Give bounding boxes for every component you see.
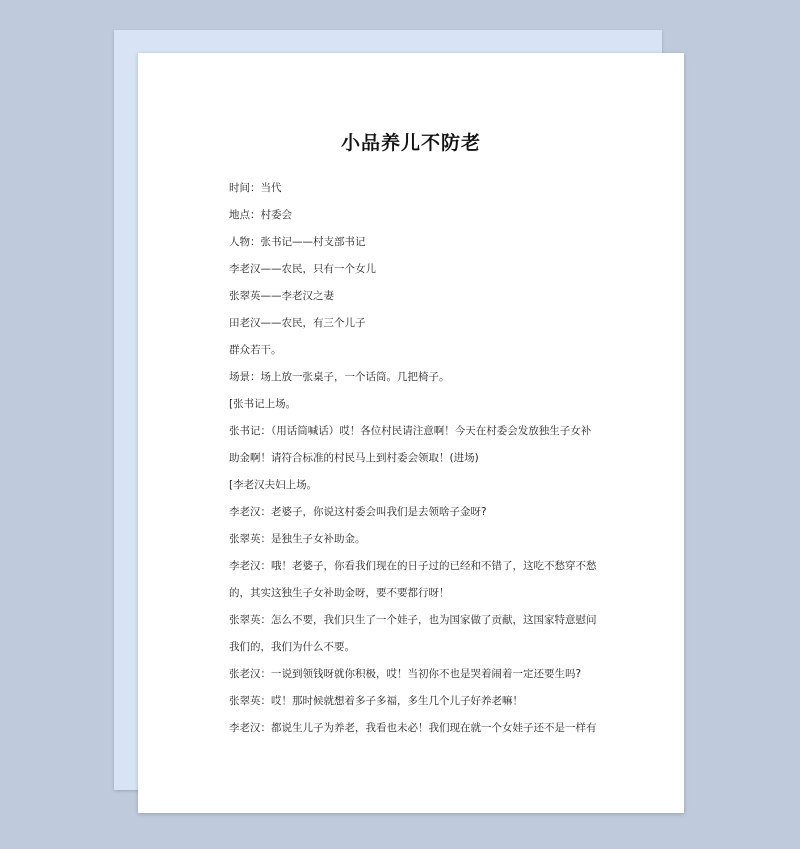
text-line: 张翠英——李老汉之妻 — [229, 290, 334, 302]
text-line: 人物：张书记——村支部书记 — [229, 236, 366, 248]
text-line: 张翠英：哎！那时候就想着多子多福，多生几个儿子好养老嘛！ — [229, 695, 523, 707]
text-line: 张老汉：一说到领钱呀就你积极，哎！当初你不也是哭着闹着一定还要生吗? — [229, 668, 582, 680]
document-title: 小品养儿不防老 — [340, 132, 481, 154]
text-line: 李老汉：都说生儿子为养老，我看也未必！我们现在就一个女娃子还不是一样有 — [229, 722, 597, 734]
text-line: 场景：场上放一张桌子，一个话筒。几把椅子。 — [229, 371, 450, 383]
document-body — [229, 175, 609, 742]
text-line: 我们的，我们为什么不要。 — [229, 641, 355, 653]
text-line: 李老汉——农民，只有一个女儿 — [229, 263, 376, 275]
text-line: 群众若干。 — [229, 344, 282, 356]
text-line: 李老汉：哦！老婆子，你看我们现在的日子过的已经和不错了，这吃不愁穿不愁 — [229, 560, 597, 572]
text-line: 张翠英：是独生子女补助金。 — [229, 533, 366, 545]
document-page — [138, 53, 684, 813]
text-line: 助金啊！请符合标准的村民马上到村委会领取！(进场) — [229, 452, 479, 464]
text-line: 张翠英：怎么不要，我们只生了一个娃子，也为国家做了贡献，这国家特意慰问 — [229, 614, 597, 626]
text-line: [张书记上场。 — [229, 398, 297, 410]
text-line: 的，其实这独生子女补助金呀，要不要都行呀！ — [229, 587, 450, 599]
text-line: 张书记：（用话筒喊话）哎！各位村民请注意啊！今天在村委会发放独生子女补 — [229, 425, 592, 437]
text-line: 田老汉——农民，有三个儿子 — [229, 317, 366, 329]
text-line: 时间：当代 — [229, 182, 282, 194]
text-line: 地点：村委会 — [229, 209, 292, 221]
text-line: [李老汉夫妇上场。 — [229, 479, 318, 491]
text-line: 李老汉：老婆子，你说这村委会叫我们是去领啥子金呀? — [229, 506, 487, 518]
